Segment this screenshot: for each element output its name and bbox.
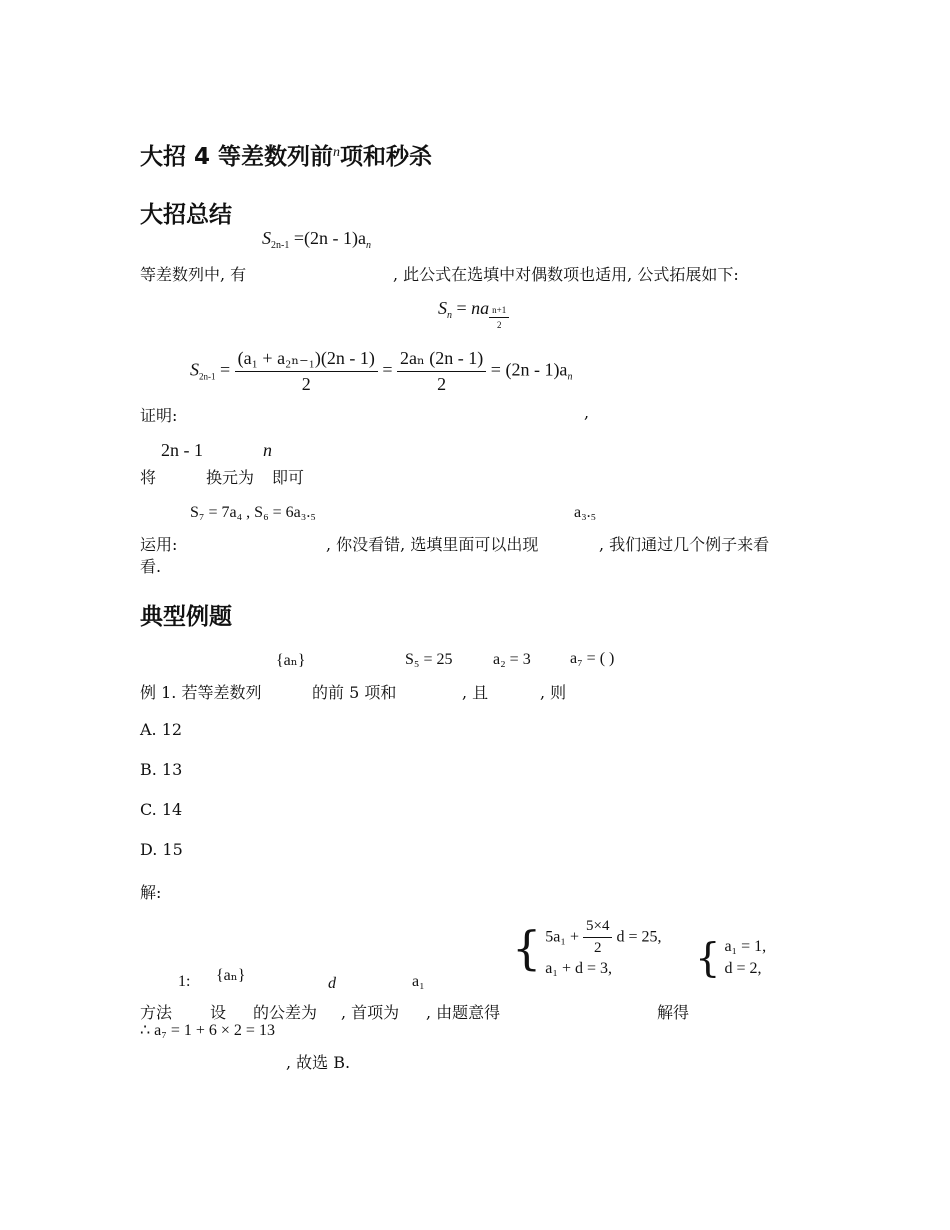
formula-a-rhs-sub: n xyxy=(365,240,371,251)
example-label: 例 1. 若等差数列 xyxy=(140,683,262,702)
system-1-line-2: a₁ + d = 3, xyxy=(545,959,613,977)
proof-frac-2-num: 2aₙ (2n - 1) xyxy=(397,348,486,372)
replace-label: 将 xyxy=(140,468,157,487)
formula-b-index-num: n+1 xyxy=(489,305,509,318)
example-mid-2: , 且 xyxy=(462,683,489,702)
option-c: C. 14 xyxy=(140,800,183,819)
method-therefore: ∴ a₇ = 1 + 6 × 2 = 13 xyxy=(140,1022,275,1039)
usage-end: , 我们通过几个例子来看 xyxy=(599,535,770,554)
page-title xyxy=(140,138,432,171)
method-diff: 的公差为 xyxy=(253,1003,318,1022)
method-first: , 首项为 xyxy=(341,1003,400,1022)
section-heading-examples: 典型例题 xyxy=(140,604,232,630)
usage-formula: S₇ = 7a₄ , S₆ = 6a₃.₅ xyxy=(190,504,316,521)
usage-label: 运用: xyxy=(140,535,178,554)
system-2-brace: { xyxy=(695,935,721,982)
system-1-line-1-b: d = 25, xyxy=(616,928,662,946)
proof-eq-2: = xyxy=(382,359,398,380)
formula-b-eq: = xyxy=(456,298,467,318)
example-mid-3: , 则 xyxy=(540,683,567,702)
replace-mid: 换元为 xyxy=(206,468,255,487)
system-2-line-2: d = 2, xyxy=(724,960,762,978)
equation-system-1 xyxy=(512,918,661,978)
example-ask: a₇ = ( ) xyxy=(570,650,615,667)
formula-a-lhs-sub: 2n-1 xyxy=(271,240,290,251)
replace-var-a: 2n - 1 xyxy=(161,440,203,460)
proof-eq-1: = xyxy=(220,359,235,380)
system-1-line-1-a: 5a₁ + xyxy=(545,928,583,946)
formula-s2n1 xyxy=(262,228,371,249)
example-cond-2: a₂ = 3 xyxy=(493,651,531,668)
proof-eq-3: = xyxy=(490,359,506,380)
proof-frac-2-den: 2 xyxy=(437,374,447,394)
formula-b-index-den: 2 xyxy=(496,320,502,330)
usage-var: a₃.₅ xyxy=(574,504,597,521)
formula-b-index xyxy=(489,305,509,330)
method-label: 方法 xyxy=(140,1003,173,1022)
proof-lhs-sub: 2n-1 xyxy=(199,371,216,382)
proof-rhs: (2n - 1)a xyxy=(505,359,568,380)
formula-a-lhs: S xyxy=(262,228,271,248)
summary-intro-before: 等差数列中, 有 xyxy=(140,265,247,284)
example-cond-1: S₅ = 25 xyxy=(405,651,453,668)
method-seq: {aₙ} xyxy=(216,967,246,984)
formula-sn xyxy=(438,298,509,330)
method-end: , 故选 B. xyxy=(286,1053,351,1072)
equation-system-2 xyxy=(695,935,767,982)
method-a1: a₁ xyxy=(412,973,425,990)
title-part-2: 项和秒杀 xyxy=(340,144,433,170)
formula-b-lhs: S xyxy=(438,298,447,318)
usage-end-2: 看. xyxy=(140,557,162,576)
proof-label: 证明: xyxy=(140,406,178,425)
proof-formula xyxy=(190,348,572,395)
replace-var-b: n xyxy=(263,440,272,460)
system-1-frac-den: 2 xyxy=(593,940,602,957)
system-1-lines xyxy=(545,918,661,978)
method-solve: 解得 xyxy=(657,1003,690,1022)
formula-b-rhs: na xyxy=(471,298,490,318)
proof-lhs: S xyxy=(190,359,199,380)
formula-b-lhs-sub: n xyxy=(447,310,452,321)
summary-intro-after: , 此公式在选填中对偶数项也适用, 公式拓展如下: xyxy=(393,265,739,284)
proof-frac-1-num: (a₁ + a₂ₙ₋₁)(2n - 1) xyxy=(235,348,378,372)
title-n: n xyxy=(333,145,341,160)
proof-frac-1-den: 2 xyxy=(301,374,311,394)
system-1-frac-num: 5×4 xyxy=(583,918,612,938)
title-part-1: 大招 4 等差数列前 xyxy=(140,144,334,170)
proof-frac-1 xyxy=(235,348,378,395)
replace-end: 即可 xyxy=(272,468,305,487)
solution-label: 解: xyxy=(140,883,162,902)
option-a: A. 12 xyxy=(140,720,183,739)
option-d: D. 15 xyxy=(140,840,183,859)
system-2-line-1: a₁ = 1, xyxy=(724,938,767,955)
method-num: 1: xyxy=(178,973,191,990)
system-1-brace: { xyxy=(512,920,542,975)
section-heading-summary: 大招总结 xyxy=(140,202,232,228)
system-1-frac xyxy=(583,918,612,958)
method-cond: , 由题意得 xyxy=(426,1003,501,1022)
formula-a-eq: = xyxy=(293,228,304,248)
method-d: d xyxy=(328,975,336,992)
method-set: 设 xyxy=(210,1003,227,1022)
option-b: B. 13 xyxy=(140,760,183,779)
usage-mid: , 你没看错, 选填里面可以出现 xyxy=(326,535,539,554)
formula-a-rhs: (2n - 1)a xyxy=(304,228,366,248)
proof-frac-2 xyxy=(397,348,486,395)
proof-trailing-comma: , xyxy=(584,403,590,422)
example-seq: {aₙ} xyxy=(276,652,306,669)
system-2-lines xyxy=(724,938,766,979)
example-mid-1: 的前 5 项和 xyxy=(312,683,397,702)
system-1-line-1 xyxy=(545,918,661,958)
proof-rhs-sub: n xyxy=(567,371,573,383)
